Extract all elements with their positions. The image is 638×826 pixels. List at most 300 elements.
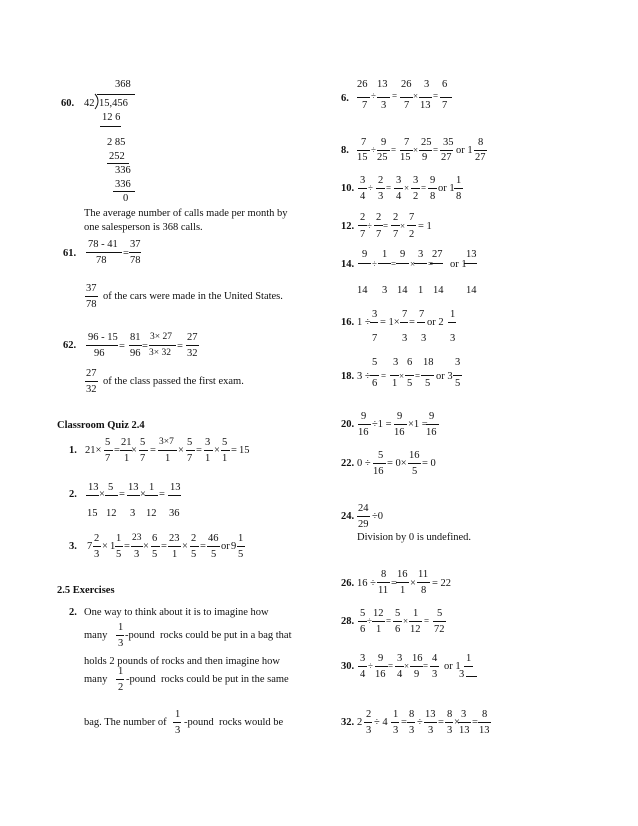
- fraction-numerator: 2: [366, 709, 372, 720]
- result: = 1: [418, 221, 432, 232]
- fraction-bar: [377, 150, 390, 151]
- fraction-denominator: 3× 32: [149, 348, 171, 358]
- fraction-denominator: 3: [428, 725, 434, 736]
- operator: ×: [140, 489, 146, 500]
- quiz-3-number: 3.: [69, 541, 77, 552]
- fraction-numerator: 1: [466, 653, 472, 664]
- fraction-numerator: 7: [419, 309, 425, 320]
- operator: = 0×: [387, 458, 407, 469]
- fraction-numerator: 7: [409, 212, 415, 223]
- fraction-numerator: 7: [361, 137, 367, 148]
- fraction-numerator: 46: [208, 533, 219, 544]
- fraction-numerator: 27: [187, 332, 198, 343]
- fraction-bar: [151, 546, 160, 547]
- fraction-bar: [115, 546, 123, 547]
- fraction-numerator: 9: [429, 411, 435, 422]
- fraction-denominator: 78: [130, 255, 141, 266]
- fraction-numerator: 13: [377, 79, 388, 90]
- fraction-numerator: 9: [400, 249, 406, 260]
- fraction-numerator: 8: [478, 137, 484, 148]
- fraction-bar: [373, 463, 386, 464]
- operator: =: [438, 717, 444, 728]
- fraction-numerator: 11: [418, 569, 429, 580]
- problem-24-number: 24.: [341, 511, 355, 522]
- fraction-denominator: 1: [205, 453, 211, 464]
- fraction-denominator: 5: [116, 549, 122, 560]
- fraction-bar: [186, 345, 199, 346]
- operator: ×: [214, 445, 220, 456]
- fraction-denominator: 96: [130, 348, 141, 359]
- fraction-denominator: 5: [238, 549, 244, 560]
- fraction-denominator: 16: [375, 669, 386, 680]
- fraction-numerator: 27: [432, 249, 443, 260]
- operator: ×1 =: [408, 419, 428, 430]
- fraction-bar: [129, 345, 142, 346]
- problem-60-text: one salesperson is 368 calls.: [84, 222, 203, 233]
- fraction-denominator: 3: [175, 725, 181, 736]
- fraction-bar: [86, 345, 118, 346]
- fraction-numerator: 8: [482, 709, 488, 720]
- fraction-bar: [454, 188, 463, 189]
- fraction-bar: [421, 375, 434, 376]
- fraction-denominator: 5: [407, 378, 413, 389]
- division-step: 336: [115, 179, 131, 190]
- operator: =: [391, 259, 397, 269]
- operator: ×: [102, 541, 108, 552]
- fraction-denominator: 12: [410, 624, 421, 635]
- fraction-numerator: 1: [118, 666, 124, 677]
- fraction-bar: [116, 679, 124, 680]
- fraction-numerator: 3: [393, 357, 399, 368]
- fraction-bar: [86, 252, 122, 253]
- fraction-numerator: 7: [402, 309, 408, 320]
- fraction-numerator: 1: [393, 709, 399, 720]
- equals-sign: =: [123, 248, 129, 259]
- fraction-numerator: 13: [170, 482, 181, 493]
- operator: =: [200, 541, 206, 552]
- fraction-denominator: 8: [430, 191, 436, 202]
- fraction-numerator: 1: [149, 482, 155, 493]
- long-division-bar: [97, 94, 135, 95]
- fraction-numerator: 3: [461, 709, 467, 720]
- operator: =: [114, 445, 120, 456]
- fraction-denominator: 36: [169, 508, 180, 519]
- operator: ÷: [368, 661, 373, 671]
- fraction-numerator: 2: [360, 212, 366, 223]
- fraction-bar: [396, 582, 409, 583]
- fraction-numerator: 2: [376, 212, 382, 223]
- or-word: or 1: [450, 259, 467, 270]
- fraction-numerator: 13: [88, 482, 99, 493]
- division-step: 336: [115, 165, 131, 176]
- division-step-rule: [113, 191, 135, 192]
- problem-8-number: 8.: [341, 145, 349, 156]
- operator: =: [196, 445, 202, 456]
- fraction-bar: [358, 424, 371, 425]
- fraction-denominator: 1: [165, 453, 171, 464]
- fraction-bar: [478, 722, 491, 723]
- operator: ÷: [417, 717, 423, 728]
- fraction-bar: [370, 322, 378, 323]
- fraction-denominator: 7: [442, 100, 448, 111]
- fraction-bar: [453, 375, 462, 376]
- fraction-bar: [410, 666, 423, 667]
- operator: ÷: [367, 221, 372, 231]
- fraction-numerator: 37: [86, 283, 97, 294]
- exercises-section-title: 2.5 Exercises: [57, 585, 115, 596]
- operator: =: [159, 489, 165, 500]
- fraction-bar: [391, 225, 400, 226]
- fraction-bar: [105, 495, 118, 496]
- fraction-numerator: 3× 27: [150, 332, 172, 342]
- fraction-numerator: 7: [404, 137, 410, 148]
- fraction-denominator: 1: [400, 585, 406, 596]
- fraction-denominator: 5: [425, 378, 431, 389]
- operator: ×: [178, 445, 184, 456]
- problem-62-number: 62.: [63, 340, 77, 351]
- fraction-bar: [378, 263, 391, 264]
- operator: =: [383, 221, 389, 231]
- fraction-numerator: 3: [396, 175, 402, 186]
- fraction-numerator: 1: [450, 309, 456, 320]
- fraction-denominator: 14: [433, 285, 444, 296]
- fraction-bar: [408, 463, 421, 464]
- fraction-denominator: 5: [211, 549, 217, 560]
- problem-60-quotient: 368: [115, 79, 131, 90]
- fraction-bar: [93, 546, 101, 547]
- problem-18-number: 18.: [341, 371, 355, 382]
- fraction-denominator: 7: [372, 333, 378, 344]
- fraction-numerator: 3×7: [159, 437, 174, 447]
- fraction-bar: [419, 97, 432, 98]
- fraction-denominator: 3: [134, 549, 140, 560]
- problem-62-text: of the class passed the first exam.: [103, 376, 244, 387]
- operator: ×: [400, 221, 406, 231]
- problem-18-lead: 3 ÷: [357, 371, 371, 382]
- fraction-bar: [358, 263, 371, 264]
- operator: ×: [182, 541, 188, 552]
- trailing-rule: [466, 676, 477, 677]
- fraction-bar: [395, 666, 404, 667]
- fraction-denominator: 3: [421, 333, 427, 344]
- fraction-denominator: 15: [357, 152, 368, 163]
- or-word: or 3: [436, 371, 453, 382]
- fraction-bar: [237, 546, 245, 547]
- fraction-denominator: 2: [413, 191, 419, 202]
- exercise-2-text: many: [84, 630, 108, 641]
- fraction-numerator: 3: [372, 309, 378, 320]
- operator: ÷: [371, 145, 376, 155]
- operator: ×: [131, 445, 137, 456]
- fraction-bar: [358, 621, 367, 622]
- fraction-bar: [139, 450, 148, 451]
- problem-20-number: 20.: [341, 419, 355, 430]
- fraction-bar: [357, 150, 370, 151]
- fraction-denominator: 3: [366, 725, 372, 736]
- problem-22-lead: 0 ÷: [357, 458, 371, 469]
- fraction-numerator: 16: [409, 450, 420, 461]
- fraction-denominator: 5: [152, 549, 158, 560]
- fraction-bar: [168, 546, 181, 547]
- fraction-numerator: 9: [430, 175, 436, 186]
- fraction-denominator: 12: [106, 508, 117, 519]
- fraction-numerator: 1: [238, 533, 244, 544]
- fraction-denominator: 15: [87, 508, 98, 519]
- fraction-denominator: 1: [124, 453, 130, 464]
- operator: =: [381, 371, 387, 381]
- fraction-bar: [417, 322, 425, 323]
- fraction-bar: [424, 722, 437, 723]
- fraction-numerator: 81: [130, 332, 141, 343]
- problem-60-text: The average number of calls made per month by: [84, 208, 288, 219]
- fraction-bar: [394, 188, 403, 189]
- operator: ÷: [368, 183, 373, 193]
- fraction-bar: [440, 97, 452, 98]
- operator: ×: [410, 578, 416, 589]
- operator: ×: [403, 616, 409, 626]
- mixed-whole: 2: [357, 717, 363, 728]
- operator: ÷: [371, 91, 376, 101]
- fraction-denominator: 3: [459, 669, 465, 680]
- fraction-bar: [400, 97, 413, 98]
- fraction-bar: [186, 450, 195, 451]
- fraction-denominator: 7: [140, 453, 146, 464]
- operator: =: [150, 445, 156, 456]
- fraction-denominator: 1: [376, 624, 382, 635]
- fraction-denominator: 25: [377, 152, 388, 163]
- exercise-2-text: One way to think about it is to imagine how: [84, 607, 269, 618]
- operator: =: [119, 489, 125, 500]
- fraction-bar: [129, 252, 141, 253]
- fraction-bar: [440, 150, 453, 151]
- fraction-bar: [104, 450, 113, 451]
- fraction-denominator: 6: [395, 624, 401, 635]
- fraction-numerator: 35: [443, 137, 454, 148]
- fraction-denominator: 16: [358, 427, 369, 438]
- fraction-denominator: 1: [418, 285, 424, 296]
- fraction-numerator: 1: [382, 249, 388, 260]
- operator: ×: [413, 91, 419, 101]
- problem-10-number: 10.: [341, 183, 355, 194]
- fraction-denominator: 78: [96, 255, 107, 266]
- fraction-denominator: 1: [222, 453, 228, 464]
- fraction-denominator: 7: [376, 229, 382, 240]
- operator: =: [392, 91, 398, 101]
- problem-14-number: 14.: [341, 259, 355, 270]
- problem-60-number: 60.: [61, 98, 75, 109]
- quiz-2-number: 2.: [69, 489, 77, 500]
- fraction-bar: [358, 188, 367, 189]
- fraction-bar: [358, 666, 367, 667]
- fraction-bar: [158, 450, 177, 451]
- fraction-denominator: 3: [130, 508, 136, 519]
- fraction-numerator: 3: [424, 79, 430, 90]
- fraction-numerator: 16: [412, 653, 423, 664]
- fraction-denominator: 1: [392, 378, 398, 389]
- fraction-numerator: 4: [432, 653, 438, 664]
- fraction-denominator: 4: [360, 191, 366, 202]
- fraction-numerator: 1: [118, 622, 124, 633]
- fraction-numerator: 3: [397, 653, 403, 664]
- operator: ÷1 =: [372, 419, 392, 430]
- fraction-bar: [396, 263, 409, 264]
- fraction-numerator: 9: [381, 137, 387, 148]
- fraction-denominator: 7: [105, 453, 111, 464]
- exercise-2-text: bag. The number of: [84, 717, 167, 728]
- fraction-denominator: 3: [409, 725, 415, 736]
- fraction-denominator: 29: [358, 519, 369, 530]
- quiz-section-title: Classroom Quiz 2.4: [57, 420, 145, 431]
- operator: =: [391, 145, 397, 155]
- fraction-bar: [85, 381, 98, 382]
- fraction-bar: [400, 150, 413, 151]
- exercise-2-text: holds 2 pounds of rocks and then imagine how: [84, 656, 280, 667]
- fraction-bar: [445, 722, 453, 723]
- operator: ×: [413, 145, 419, 155]
- result: = 22: [432, 578, 452, 589]
- fraction-bar: [374, 225, 383, 226]
- operator: ÷0: [372, 511, 384, 522]
- operator: ×: [399, 371, 405, 381]
- fraction-bar: [358, 225, 367, 226]
- fraction-numerator: 2: [191, 533, 197, 544]
- fraction-denominator: 2: [118, 682, 124, 693]
- division-step-rule: [100, 126, 121, 127]
- fraction-numerator: 18: [423, 357, 434, 368]
- fraction-bar: [357, 516, 370, 517]
- fraction-numerator: 3: [360, 653, 366, 664]
- operator: =: [433, 145, 439, 155]
- problem-22-number: 22.: [341, 458, 355, 469]
- fraction-denominator: 9: [422, 152, 428, 163]
- operator: =: [386, 183, 392, 193]
- operator: =: [231, 445, 237, 456]
- fraction-numerator: 3: [418, 249, 424, 260]
- fraction-bar: [409, 621, 422, 622]
- fraction-bar: [149, 345, 176, 346]
- fraction-numerator: 2: [393, 212, 399, 223]
- fraction-bar: [173, 722, 181, 723]
- operator: =: [386, 616, 392, 626]
- fraction-bar: [127, 495, 140, 496]
- fraction-bar: [85, 296, 98, 297]
- exercise-2-text: many: [84, 674, 108, 685]
- operator: ÷: [367, 616, 372, 626]
- fraction-bar: [419, 150, 432, 151]
- fraction-denominator: 3: [382, 285, 388, 296]
- fraction-numerator: 25: [421, 137, 432, 148]
- fraction-numerator: 6: [442, 79, 448, 90]
- division-step: 12 6: [102, 112, 121, 123]
- fraction-denominator: 6: [360, 624, 366, 635]
- fraction-bar: [357, 97, 370, 98]
- problem-16-lead: 1 ÷: [357, 317, 371, 328]
- fraction-bar: [376, 188, 385, 189]
- fraction-numerator: 3: [205, 437, 211, 448]
- fraction-bar: [221, 450, 230, 451]
- fraction-denominator: 7: [393, 229, 399, 240]
- equals-sign: =: [142, 341, 148, 352]
- fraction-denominator: 3: [118, 638, 124, 649]
- fraction-numerator: 12: [373, 608, 384, 619]
- fraction-denominator: 13: [459, 725, 470, 736]
- fraction-denominator: 8: [421, 585, 427, 596]
- result: = 0: [422, 458, 436, 469]
- fraction-numerator: 27: [86, 368, 97, 379]
- fraction-numerator: 5: [187, 437, 193, 448]
- fraction-denominator: 4: [360, 669, 366, 680]
- fraction-denominator: 4: [396, 191, 402, 202]
- equals-sign: =: [119, 341, 125, 352]
- fraction-bar: [116, 635, 124, 636]
- fraction-denominator: 7: [187, 453, 193, 464]
- exercise-2-text: -pound rocks could be put in the same: [126, 674, 289, 685]
- fraction-numerator: 1: [175, 709, 181, 720]
- fraction-denominator: 13: [479, 725, 490, 736]
- fraction-denominator: 78: [86, 299, 97, 310]
- fraction-numerator: 5: [378, 450, 384, 461]
- fraction-bar: [372, 621, 385, 622]
- fraction-denominator: 4: [397, 669, 403, 680]
- fraction-bar: [426, 424, 439, 425]
- fraction-bar: [458, 722, 471, 723]
- exercise-2-number: 2.: [69, 607, 77, 618]
- fraction-numerator: 9: [362, 249, 368, 260]
- or-word: or 1: [438, 183, 455, 194]
- fraction-bar: [433, 621, 446, 622]
- operator: =: [415, 371, 421, 381]
- fraction-numerator: 13: [128, 482, 139, 493]
- mixed-whole: 9: [231, 541, 237, 552]
- division-step-rule: [107, 163, 129, 164]
- fraction-numerator: 3: [413, 175, 419, 186]
- or-word: or 1: [456, 145, 473, 156]
- fraction-numerator: 24: [358, 503, 369, 514]
- operator: ×: [143, 541, 149, 552]
- fraction-denominator: 5: [412, 466, 418, 477]
- or-word: or 1: [444, 661, 461, 672]
- fraction-bar: [364, 722, 372, 723]
- operator: =: [391, 578, 397, 589]
- fraction-bar: [168, 495, 181, 496]
- fraction-bar: [370, 375, 379, 376]
- division-step: 252: [109, 151, 125, 162]
- fraction-numerator: 16: [397, 569, 408, 580]
- problem-28-number: 28.: [341, 616, 355, 627]
- fraction-numerator: 6: [152, 533, 158, 544]
- fraction-denominator: 3: [381, 100, 387, 111]
- fraction-denominator: 1: [172, 549, 178, 560]
- fraction-bar: [448, 322, 456, 323]
- fraction-numerator: 21: [121, 437, 132, 448]
- exercise-2-text: -pound rocks could be put in a bag that: [125, 630, 292, 641]
- fraction-denominator: 9: [414, 669, 420, 680]
- fraction-numerator: 26: [401, 79, 412, 90]
- fraction-denominator: 5: [191, 549, 197, 560]
- quiz-1-lead: 21×: [85, 445, 102, 456]
- fraction-bar: [190, 546, 199, 547]
- fraction-numerator: 5: [222, 437, 228, 448]
- fraction-bar: [131, 546, 143, 547]
- fraction-denominator: 5: [455, 378, 461, 389]
- fraction-denominator: 16: [394, 427, 405, 438]
- fraction-denominator: 3: [393, 725, 399, 736]
- fraction-numerator: 37: [130, 239, 141, 250]
- fraction-denominator: 16: [426, 427, 437, 438]
- fraction-bar: [204, 450, 213, 451]
- fraction-bar: [464, 666, 473, 667]
- or-word: or: [221, 541, 230, 552]
